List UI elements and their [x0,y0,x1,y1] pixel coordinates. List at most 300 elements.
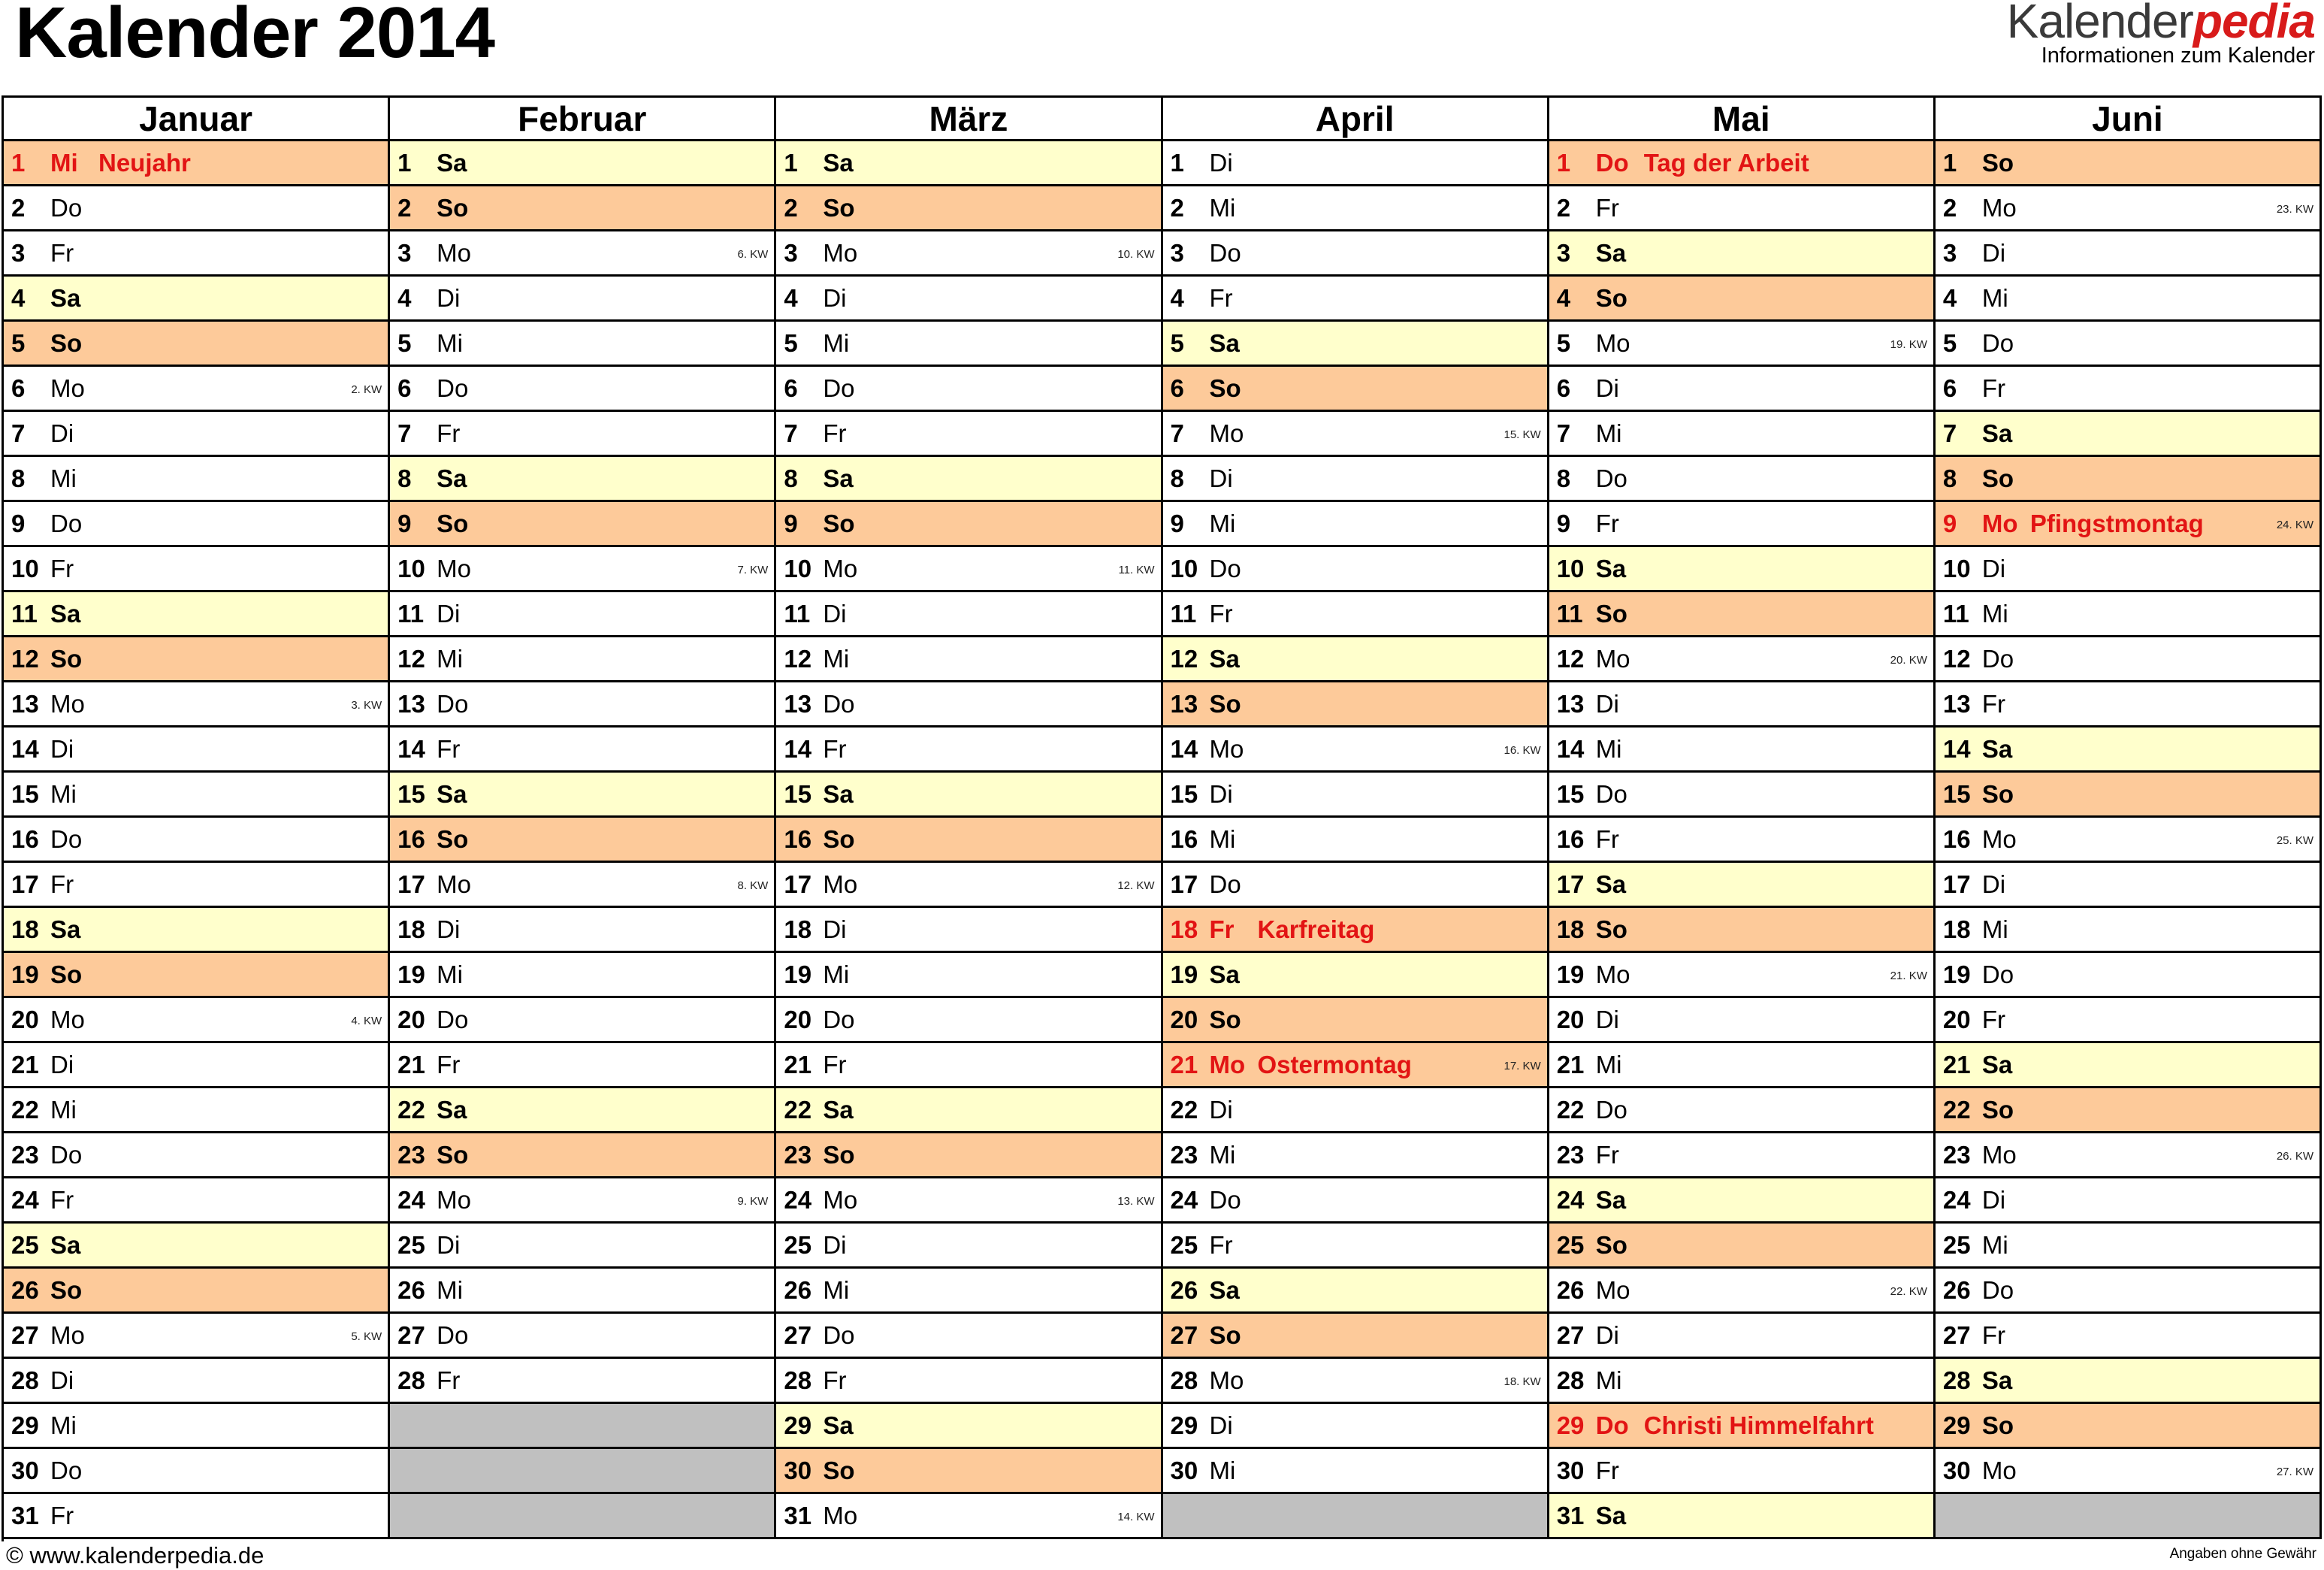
day-row [390,728,776,773]
weekday-label: Di [1981,554,2006,582]
day-row [776,141,1162,186]
day-number: 5 [1170,328,1184,357]
week-number: 25. KW [2276,834,2314,847]
weekday-label: Fr [50,238,74,267]
day-row [776,412,1162,457]
day-row [4,1404,390,1449]
day-row [776,1494,1162,1539]
weekday-label: So [823,1140,855,1169]
month-column [1936,98,2322,1541]
day-number: 10 [1942,554,1971,582]
day-number: 22 [397,1095,425,1124]
day-row [1163,1314,1549,1359]
weekday-label: Do [437,689,469,718]
day-number: 21 [1556,1050,1585,1078]
day-number: 5 [1942,328,1957,357]
day-number: 31 [1556,1501,1585,1529]
day-row [390,412,776,457]
day-number: 10 [1556,554,1585,582]
day-number: 7 [784,419,798,447]
weekday-label: So [1209,1005,1241,1033]
day-number: 6 [11,374,26,402]
weekday-label: Fr [1981,374,2006,402]
weekday-label: Di [1209,148,1233,177]
day-row [390,186,776,231]
day-row [4,1494,390,1539]
weekday-label: Fr [823,1366,847,1394]
day-number: 11 [397,599,425,628]
weekday-label: Sa [823,779,854,808]
weekday-label: Mo [1981,193,2017,222]
day-number: 2 [784,193,798,222]
week-number: 6. KW [737,248,769,261]
day-number: 26 [397,1275,425,1304]
day-row [1936,231,2322,277]
day-row [1549,547,1936,592]
weekday-label: Di [437,283,461,312]
day-row [1163,1133,1549,1178]
day-number: 29 [784,1411,812,1439]
day-number: 4 [784,283,798,312]
weekday-label: Fr [1981,689,2006,718]
month-column [390,98,776,1541]
weekday-label: Do [823,374,855,402]
day-row [390,1043,776,1088]
day-row [390,953,776,998]
day-number: 18 [1942,915,1971,943]
brand-logo [2007,0,2315,68]
day-number: 23 [1942,1140,1971,1169]
weekday-label: Fr [1981,1320,2006,1349]
day-row [1936,953,2322,998]
month-header: Januar [4,98,390,141]
day-row [776,1449,1162,1494]
weekday-label: Fr [823,734,847,763]
day-number: 18 [11,915,39,943]
day-row [776,277,1162,322]
week-number: 12. KW [1117,879,1155,892]
day-number: 19 [1170,960,1198,988]
day-number: 14 [784,734,812,763]
weekday-label: Di [1209,1411,1233,1439]
day-row [1936,322,2322,367]
day-row [4,908,390,953]
day-row [776,682,1162,728]
day-number: 1 [1170,148,1184,177]
day-row [1936,1224,2322,1269]
week-number: 5. KW [351,1330,382,1343]
day-number: 8 [1942,464,1957,492]
day-number: 24 [1556,1185,1585,1214]
week-number: 7. KW [737,564,769,576]
brand-tagline: Informationen zum Kalender [2041,44,2315,68]
week-number: 9. KW [737,1195,769,1208]
day-number: 28 [784,1366,812,1394]
day-number: 28 [397,1366,425,1394]
day-row [4,547,390,592]
weekday-label: So [1981,1095,2014,1124]
day-row [1549,502,1936,547]
day-row [1163,1449,1549,1494]
day-number: 15 [1556,779,1585,808]
day-row [4,818,390,863]
weekday-label: Mo [1981,1140,2017,1169]
month-header: Mai [1549,98,1936,141]
day-number: 22 [1170,1095,1198,1124]
day-number: 9 [11,509,26,537]
day-number: 25 [784,1230,812,1259]
weekday-label: Fr [50,870,74,898]
weekday-label: Di [1981,1185,2006,1214]
month-column [776,98,1162,1541]
day-row [1163,953,1549,998]
day-row [1163,1224,1549,1269]
day-number: 3 [1942,238,1957,267]
day-number: 21 [1170,1050,1198,1078]
weekday-label: Fr [823,419,847,447]
day-row [1936,186,2322,231]
weekday-label: Di [437,599,461,628]
day-number: 19 [1556,960,1585,988]
day-row [1163,818,1549,863]
weekday-label: Mo [1595,328,1630,357]
day-row [390,277,776,322]
weekday-label: Sa [1595,1501,1627,1529]
day-number: 14 [1556,734,1585,763]
weekday-label: Sa [1981,1366,2013,1394]
empty-day-cell [390,1404,776,1449]
weekday-label: Mo [437,1185,472,1214]
weekday-label: Di [50,734,74,763]
day-number: 27 [784,1320,812,1349]
weekday-label: Sa [1981,734,2013,763]
day-number: 9 [1556,509,1571,537]
day-row [776,637,1162,682]
day-row [776,592,1162,637]
weekday-label: Mi [437,1275,463,1304]
holiday-day-row [4,141,390,186]
weekday-label: Di [1981,238,2006,267]
day-row [1163,277,1549,322]
weekday-label: Mi [1981,283,2008,312]
week-number: 11. KW [1118,564,1155,576]
day-number: 12 [784,644,812,673]
day-number: 12 [397,644,425,673]
day-row [1936,1178,2322,1224]
weekday-label: Mo [1209,734,1244,763]
day-row [1549,682,1936,728]
weekday-label: Mi [1981,1230,2008,1259]
weekday-label: So [1209,1320,1241,1349]
weekday-label: Sa [1981,419,2013,447]
day-number: 22 [784,1095,812,1124]
weekday-label: Sa [437,779,467,808]
day-number: 1 [397,148,412,177]
weekday-label: So [437,1140,469,1169]
weekday-label: Fr [50,554,74,582]
day-row [1163,231,1549,277]
weekday-label: Sa [1595,554,1627,582]
day-number: 15 [1170,779,1198,808]
day-number: 13 [784,689,812,718]
day-number: 10 [397,554,425,582]
day-row [390,1224,776,1269]
day-number: 29 [1170,1411,1198,1439]
day-row [4,1269,390,1314]
weekday-label: So [50,1275,83,1304]
day-number: 1 [1556,148,1571,177]
holiday-day-row [1549,1404,1936,1449]
weekday-label: Fr [1595,824,1619,853]
day-number: 13 [1170,689,1198,718]
day-number: 10 [1170,554,1198,582]
day-row [1549,1359,1936,1404]
day-number: 10 [11,554,39,582]
day-row [390,547,776,592]
weekday-label: Fr [823,1050,847,1078]
week-number: 23. KW [2276,203,2314,216]
day-row [390,818,776,863]
weekday-label: Mi [1209,1456,1236,1484]
day-row [1936,1269,2322,1314]
weekday-label: Sa [1209,1275,1240,1304]
day-row [776,1178,1162,1224]
day-number: 21 [784,1050,812,1078]
day-row [776,728,1162,773]
day-number: 23 [784,1140,812,1169]
day-row [390,322,776,367]
day-number: 30 [1942,1456,1971,1484]
day-number: 26 [1942,1275,1971,1304]
day-number: 27 [397,1320,425,1349]
day-number: 29 [1942,1411,1971,1439]
weekday-label: Mi [823,644,850,673]
week-number: 15. KW [1503,428,1541,441]
weekday-label: Do [50,824,83,853]
day-row [390,1088,776,1133]
day-row [776,1359,1162,1404]
day-row [776,1088,1162,1133]
day-row [776,1314,1162,1359]
day-row [1936,457,2322,502]
footer-disclaimer: Angaben ohne Gewähr [2169,1546,2316,1562]
weekday-label: Do [1981,1275,2014,1304]
day-number: 6 [397,374,412,402]
day-number: 5 [784,328,798,357]
day-row [4,1133,390,1178]
day-number: 14 [11,734,39,763]
week-number: 18. KW [1503,1375,1541,1388]
week-number: 19. KW [1890,338,1927,351]
day-row [1936,773,2322,818]
day-row [1936,818,2322,863]
day-number: 11 [784,599,811,628]
weekday-label: Di [1595,1005,1619,1033]
day-number: 27 [1170,1320,1198,1349]
weekday-label: Sa [1595,870,1627,898]
day-number: 30 [784,1456,812,1484]
day-number: 17 [784,870,812,898]
day-number: 29 [1556,1411,1585,1439]
weekday-label: So [1981,1411,2014,1439]
day-row [1549,1269,1936,1314]
day-row [1936,1449,2322,1494]
week-number: 17. KW [1503,1060,1541,1072]
day-row [1936,367,2322,412]
month-header: Juni [1936,98,2322,141]
day-row [1936,547,2322,592]
weekday-label: Sa [823,1095,854,1124]
week-number: 21. KW [1890,970,1927,982]
weekday-label: Do [823,1005,855,1033]
day-row [390,682,776,728]
day-number: 11 [1942,599,1969,628]
week-number: 4. KW [351,1015,382,1027]
day-row [1163,141,1549,186]
weekday-label: Mo [823,870,858,898]
footer-copyright: © www.kalenderpedia.de [6,1542,264,1568]
day-number: 7 [397,419,412,447]
day-number: 16 [1170,824,1198,853]
weekday-label: Mi [1209,1140,1236,1169]
weekday-label: So [1595,1230,1627,1259]
holiday-day-row [1163,908,1549,953]
day-row [390,502,776,547]
weekday-label: Mi [1981,915,2008,943]
day-number: 16 [397,824,425,853]
day-row [390,1133,776,1178]
week-number: 8. KW [737,879,769,892]
weekday-label: Mo [50,689,85,718]
day-number: 6 [1556,374,1571,402]
day-number: 14 [1942,734,1971,763]
month-header: März [776,98,1162,141]
weekday-label: Do [437,1320,469,1349]
day-number: 13 [397,689,425,718]
day-row [1936,637,2322,682]
day-row [776,186,1162,231]
day-row [1936,998,2322,1043]
weekday-label: So [1595,915,1627,943]
weekday-label: Mo [1981,1456,2017,1484]
weekday-label: Do [1209,1185,1241,1214]
day-number: 28 [1942,1366,1971,1394]
day-row [390,863,776,908]
weekday-label: Sa [1209,960,1240,988]
day-row [4,367,390,412]
day-number: 8 [11,464,26,492]
day-number: 20 [784,1005,812,1033]
day-number: 31 [784,1501,812,1529]
day-row [1549,367,1936,412]
weekday-label: Mi [1595,1050,1622,1078]
weekday-label: Mi [50,1411,77,1439]
week-number: 2. KW [351,383,382,396]
week-number: 3. KW [351,699,382,712]
weekday-label: Do [1595,1411,1629,1439]
weekday-label: Sa [1595,1185,1627,1214]
day-row [390,141,776,186]
day-number: 15 [1942,779,1971,808]
weekday-label: So [823,824,855,853]
day-number: 4 [11,283,26,312]
day-row [4,1359,390,1404]
weekday-label: Di [823,599,847,628]
day-row [390,1314,776,1359]
weekday-label: Sa [50,599,81,628]
day-row [390,773,776,818]
weekday-label: Sa [1595,238,1627,267]
month-header: April [1163,98,1549,141]
weekday-label: Di [50,1050,74,1078]
week-number: 20. KW [1890,654,1927,667]
weekday-label: So [1981,779,2014,808]
day-number: 3 [784,238,798,267]
day-row [1549,457,1936,502]
day-number: 17 [11,870,39,898]
day-number: 2 [11,193,26,222]
empty-day-cell [390,1449,776,1494]
holiday-day-row [1163,1043,1549,1088]
weekday-label: Do [823,1320,855,1349]
weekday-label: Di [823,283,847,312]
day-row [1549,412,1936,457]
day-row [1163,863,1549,908]
weekday-label: Sa [1209,328,1240,357]
day-number: 31 [11,1501,39,1529]
weekday-label: Mo [1981,824,2017,853]
brand-name-part2: pedia [2193,0,2315,48]
day-number: 3 [1170,238,1184,267]
day-row [1549,908,1936,953]
day-row [1549,998,1936,1043]
weekday-label: Fr [437,734,461,763]
day-number: 12 [1170,644,1198,673]
day-row [1936,1133,2322,1178]
day-row [1549,231,1936,277]
weekday-label: Sa [1209,644,1240,673]
weekday-label: Fr [1595,193,1619,222]
day-number: 21 [1942,1050,1971,1078]
day-row [776,1224,1162,1269]
day-number: 20 [1556,1005,1585,1033]
day-row [1163,637,1549,682]
day-row [1163,682,1549,728]
weekday-label: Di [1981,870,2006,898]
weekday-label: Mo [1209,419,1244,447]
day-number: 28 [1170,1366,1198,1394]
day-row [1549,1314,1936,1359]
day-number: 4 [397,283,412,312]
day-row [390,1359,776,1404]
day-row [4,412,390,457]
day-row [1549,728,1936,773]
day-row [1163,1269,1549,1314]
day-row [1163,1359,1549,1404]
day-number: 8 [1556,464,1571,492]
day-number: 21 [397,1050,425,1078]
weekday-label: Sa [50,915,81,943]
day-number: 13 [1942,689,1971,718]
day-number: 15 [397,779,425,808]
holiday-name: Pfingstmontag [2029,509,2204,537]
day-row [1936,592,2322,637]
week-number: 14. KW [1117,1511,1155,1523]
day-row [1549,1449,1936,1494]
week-number: 24. KW [2276,519,2314,531]
weekday-label: Mi [823,328,850,357]
weekday-label: So [823,193,855,222]
